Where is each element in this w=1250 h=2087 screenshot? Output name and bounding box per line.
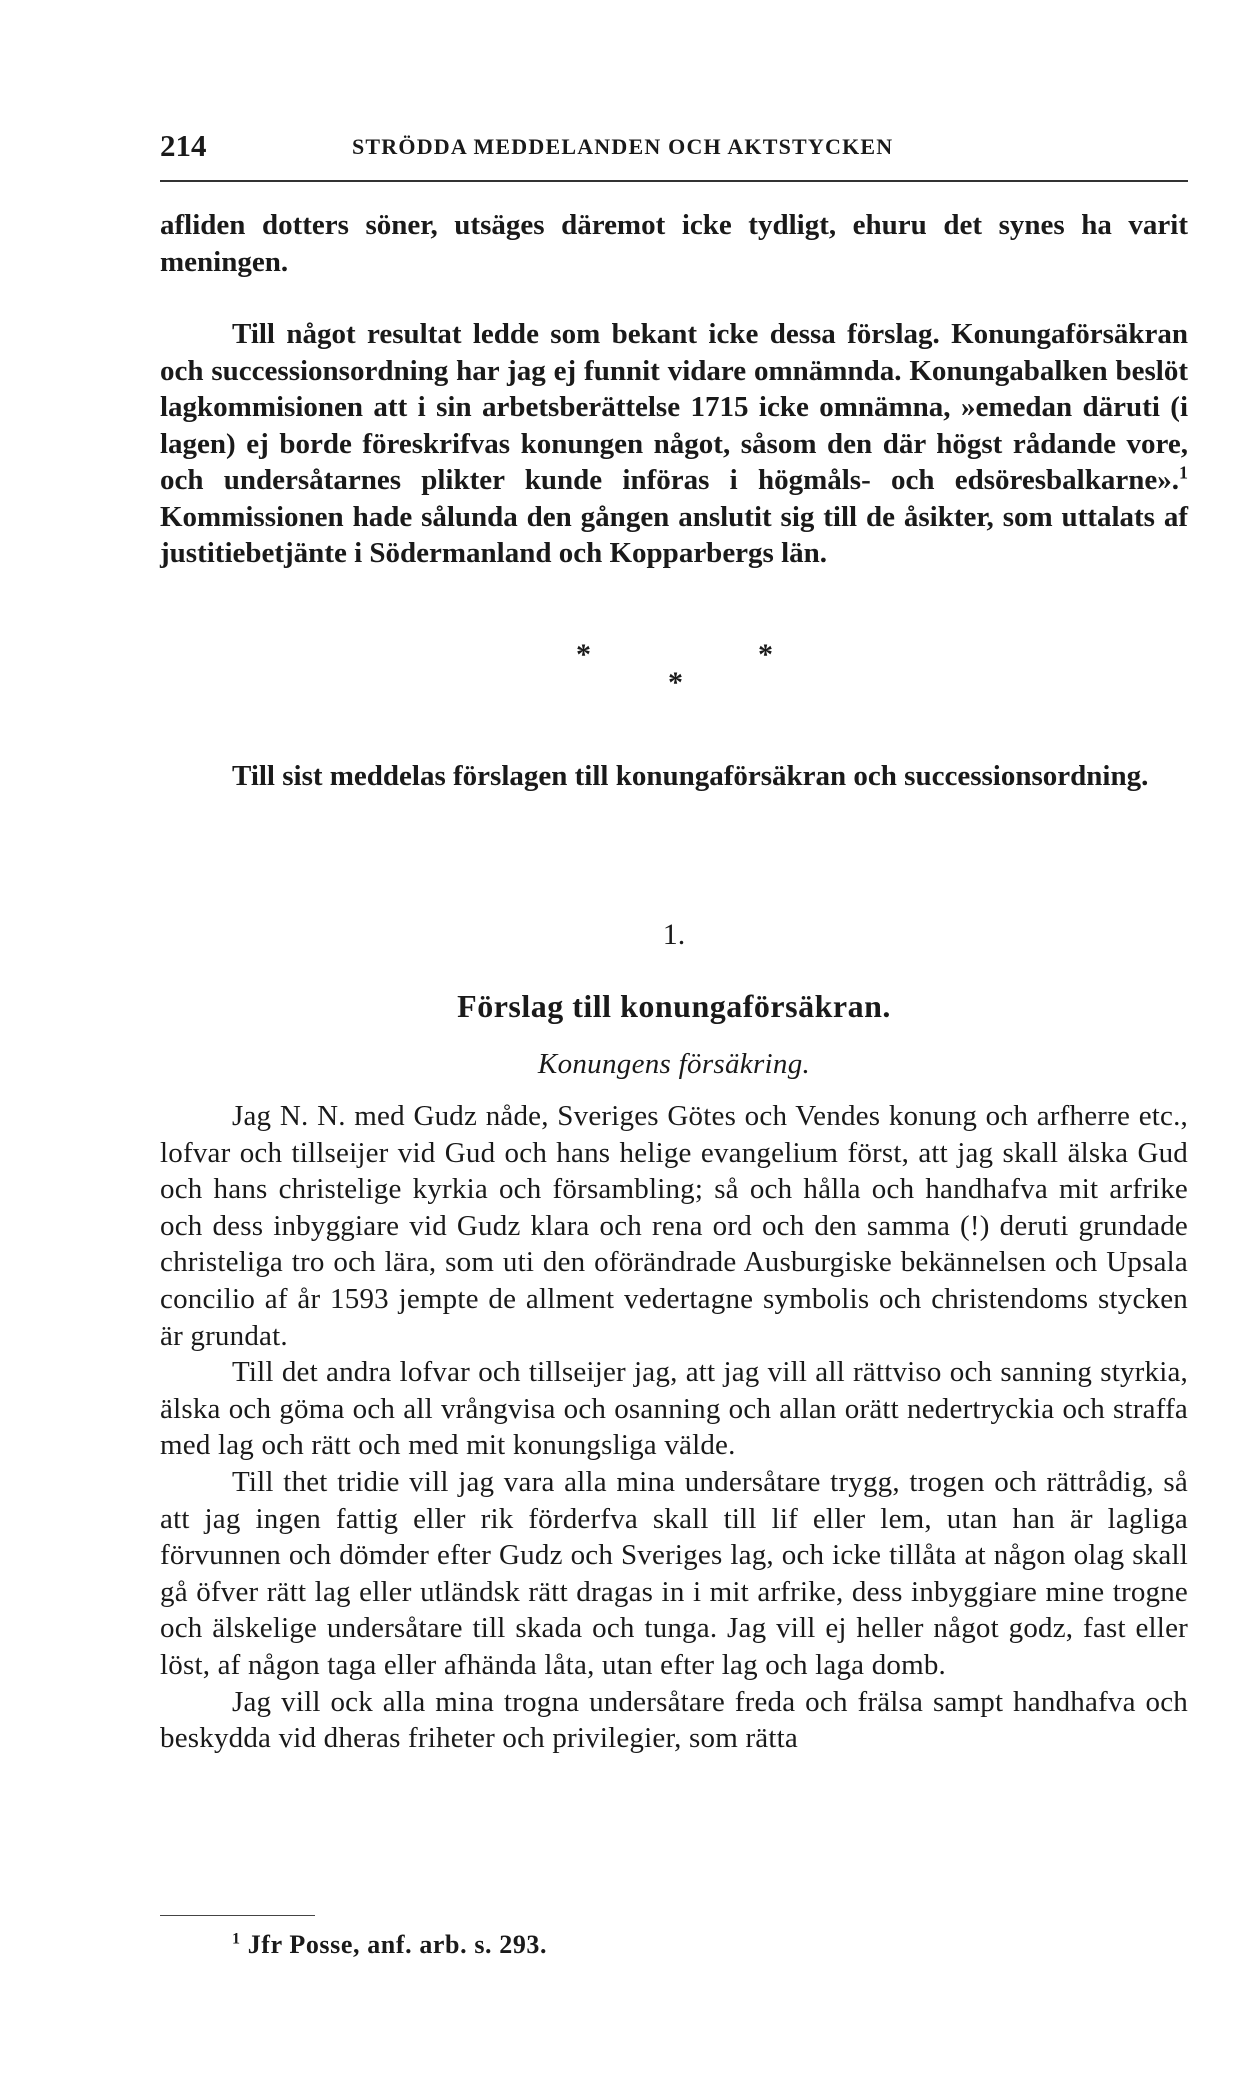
intro-paragraph-2-continuation: Kommissionen hade sålunda den gången anslutit sig till de åsikter, som uttalats af justitiebetjänte i Södermanland och Kopparbergs län. xyxy=(160,500,1188,569)
oath-text xyxy=(160,1098,1188,1757)
footnote-rule xyxy=(160,1915,315,1916)
footnote-reference: 1 xyxy=(1179,462,1188,483)
footnote xyxy=(232,1930,547,1960)
transition-section xyxy=(160,758,1188,795)
section-heading: Förslag till konungaförsäkran. xyxy=(457,988,891,1024)
asterism-star-right: * xyxy=(758,638,773,671)
footnote-text: Jfr Posse, anf. arb. s. 293. xyxy=(240,1930,548,1959)
asterism xyxy=(160,638,1188,699)
header-rule xyxy=(160,180,1188,182)
intro-section xyxy=(160,207,1188,572)
oath-paragraph-3: Till thet tridie vill jag vara alla mina undersåtare trygg, trogen och rättrådig, så att jag ingen fattig eller rik förderfva skall till lif eller lem, utan han är lagliga förvunnen och dömder efter Gudz och Sveriges lag, och icke tillåta at någon olag skall gå öfver rätt lag eller utländsk rätt dragas in i mit arfrike, dess inbyggiare mine trogne och älskelige undersåtare till skada och tunga. Jag vill ej heller något godz, fast eller löst, af någon taga eller afhända låta, utan efter lag och laga domb. xyxy=(160,1465,1188,1681)
transition-paragraph: Till sist meddelas förslagen till konungaförsäkran och successionsordning. xyxy=(232,760,1149,792)
oath-paragraph-2: Till det andra lofvar och tillseijer jag, att jag vill all rättviso och sanning styrkia, älska och göma och all vrångvisa och osanning och allan orätt nedertryckia och straffa med lag och rätt och med mit konungsliga välde. xyxy=(160,1356,1188,1462)
oath-paragraph-4: Jag vill ock alla mina trogna undersåtare freda och frälsa sampt handhafva och beskydda vid dheras friheter och privilegier, som rätta xyxy=(160,1685,1188,1755)
running-head xyxy=(160,128,1188,168)
asterism-star-bottom: * xyxy=(668,666,683,699)
section-number: 1. xyxy=(662,918,686,951)
intro-paragraph-1: afliden dotters söner, utsäges däremot icke tydligt, ehuru det synes ha varit meningen. xyxy=(160,209,1188,278)
footnote-mark: 1 xyxy=(232,1930,241,1948)
asterism-star-left: * xyxy=(576,638,591,671)
oath-paragraph-1: Jag N. N. med Gudz nåde, Sveriges Götes och Vendes konung och arfherre etc., lofvar och tillseijer vid Gud och hans helige evangelium först, att jag skall älska Gud och hans christelige kyrkia och försambling; så och hålla och handhafva mit arfrike och dess inbyggiare vid Gudz klara och rena ord och den samma (!) deruti grundade christeliga tro och lära, som uti den oförändrade Ausburgiske bekännelsen och Upsala concilio af år 1593 jempte de allment vedertagne symbolis och christendoms stycken är grundat. xyxy=(160,1100,1188,1352)
intro-paragraph-2 xyxy=(160,316,1188,572)
running-title: STRÖDDA MEDDELANDEN OCH AKTSTYCKEN xyxy=(352,134,894,159)
page-number: 214 xyxy=(160,128,207,163)
intro-paragraph-2-text: Till något resultat ledde som bekant icke dessa förslag. Konungaförsäkran och successionsordning har jag ej funnit vidare omnämnda. Konungabalken beslöt lagkommisionen att i sin arbetsberättelse 1715 icke omnämna, »emedan däruti (i lagen) ej borde föreskrifvas konungen något, såsom den där högst rådande vore, och undersåtarnes plikter kunde införas i högmåls- och edsöresbalkarne». xyxy=(160,318,1188,496)
section-subheading: Konungens försäkring. xyxy=(537,1048,811,1080)
